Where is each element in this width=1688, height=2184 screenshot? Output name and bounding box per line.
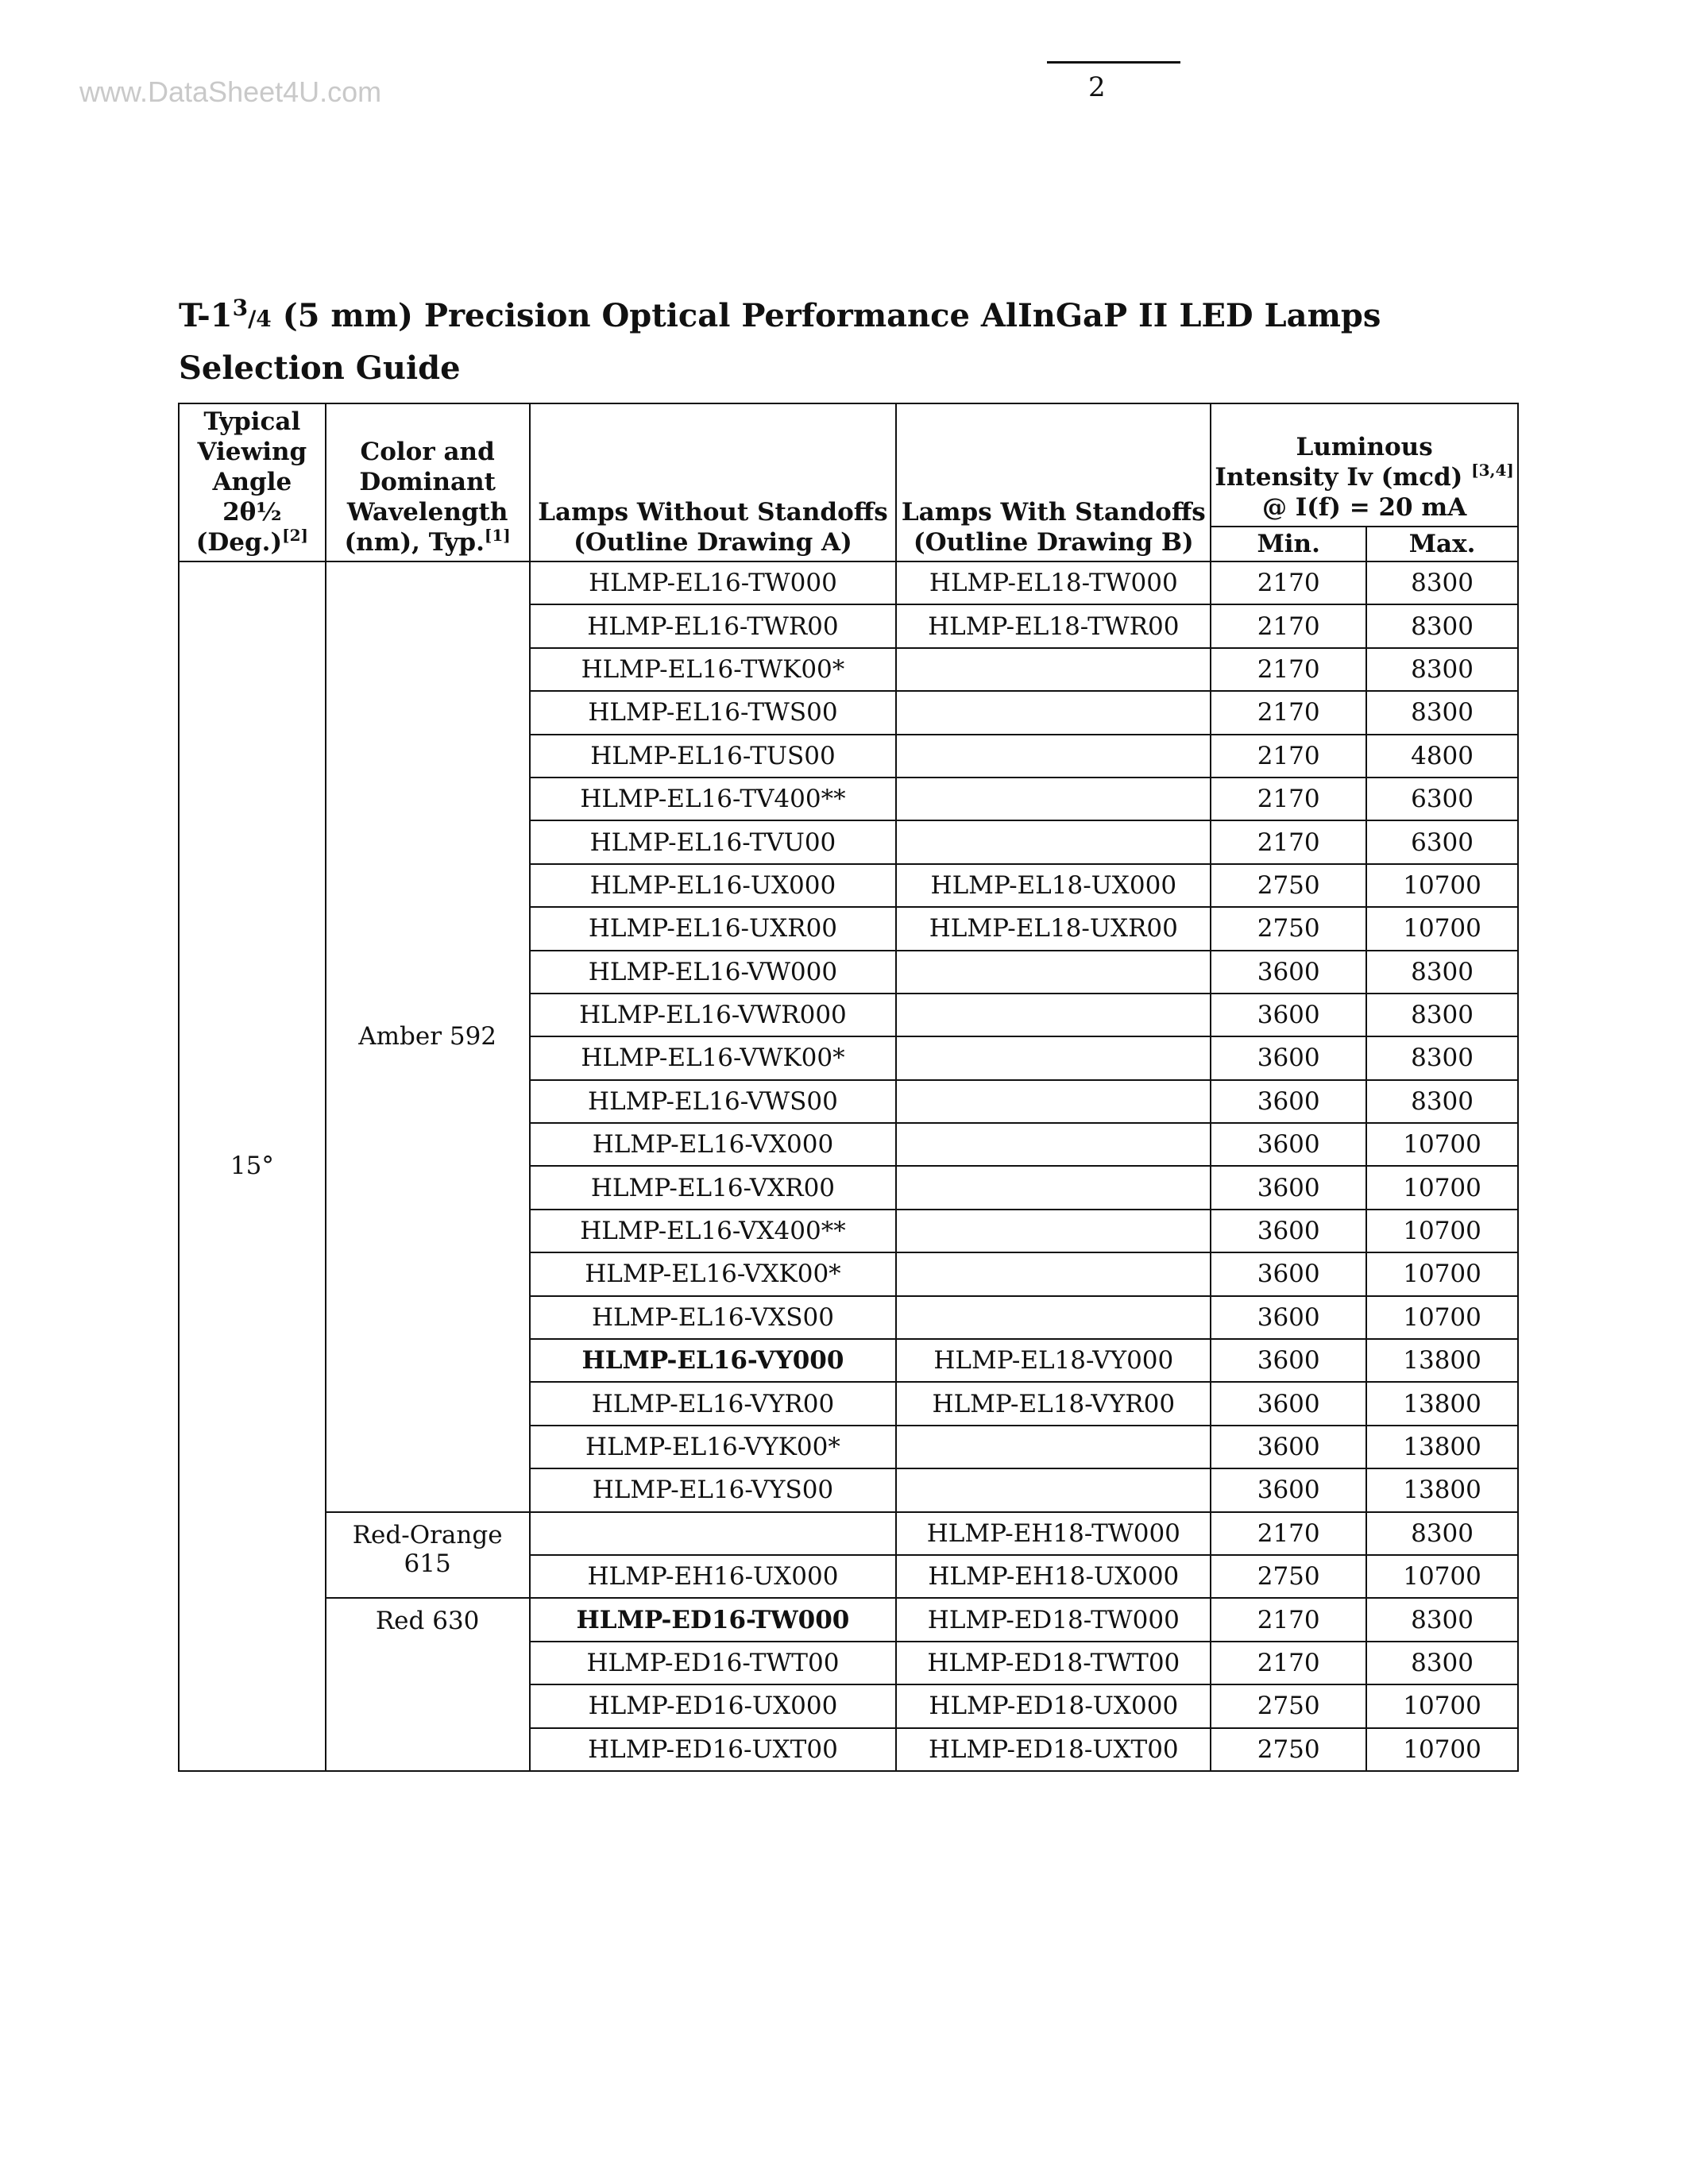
- part-without-standoffs: HLMP-EH16-UX000: [530, 1555, 897, 1598]
- intensity-min: 2170: [1211, 1642, 1366, 1684]
- intensity-min: 3600: [1211, 1166, 1366, 1209]
- intensity-min: 2170: [1211, 1512, 1366, 1555]
- intensity-max: 8300: [1366, 648, 1518, 691]
- header-viewing-angle: Typical Viewing Angle 2θ½ (Deg.)[2]: [179, 403, 326, 561]
- part-without-standoffs: HLMP-ED16-UXT00: [530, 1728, 897, 1771]
- title-rest: (5 mm) Precision Optical Performance AlInGaP II LED Lamps: [271, 297, 1381, 334]
- header-min: Min.: [1211, 527, 1366, 561]
- intensity-min: 2750: [1211, 864, 1366, 907]
- intensity-min: 2170: [1211, 778, 1366, 820]
- part-without-standoffs: HLMP-ED16-TWT00: [530, 1642, 897, 1684]
- intensity-max: 10700: [1366, 864, 1518, 907]
- intensity-max: 8300: [1366, 1036, 1518, 1079]
- table-body: [179, 561, 1518, 1771]
- intensity-max: 6300: [1366, 778, 1518, 820]
- part-with-standoffs: [896, 994, 1211, 1036]
- part-with-standoffs: [896, 778, 1211, 820]
- intensity-max: 8300: [1366, 1512, 1518, 1555]
- header-luminous-intensity: Luminous Intensity Iv (mcd) [3,4] @ I(f) = 20 mA: [1211, 403, 1518, 527]
- intensity-max: 6300: [1366, 820, 1518, 863]
- intensity-min: 2170: [1211, 820, 1366, 863]
- part-with-standoffs: [896, 1036, 1211, 1079]
- part-without-standoffs: HLMP-EL16-VX000: [530, 1123, 897, 1166]
- selection-guide-table: [178, 403, 1519, 1772]
- part-without-standoffs: HLMP-EL16-TUS00: [530, 735, 897, 778]
- color-cell-red-orange: Red-Orange 615: [326, 1512, 530, 1599]
- part-without-standoffs: [530, 1512, 897, 1555]
- header-color-wavelength: Color and Dominant Wavelength (nm), Typ.[1]: [326, 403, 530, 561]
- intensity-max: 13800: [1366, 1382, 1518, 1425]
- intensity-max: 10700: [1366, 1252, 1518, 1295]
- part-without-standoffs: HLMP-EL16-VWK00*: [530, 1036, 897, 1079]
- part-without-standoffs: HLMP-EL16-TVU00: [530, 820, 897, 863]
- intensity-min: 2170: [1211, 691, 1366, 734]
- header-lamps-without-standoffs: Lamps Without Standoffs (Outline Drawing A): [530, 403, 897, 561]
- part-without-standoffs: HLMP-EL16-VX400**: [530, 1210, 897, 1252]
- intensity-max: 13800: [1366, 1339, 1518, 1382]
- intensity-max: 8300: [1366, 994, 1518, 1036]
- intensity-min: 2170: [1211, 735, 1366, 778]
- part-with-standoffs: HLMP-EL18-TWR00: [896, 604, 1211, 647]
- part-with-standoffs: HLMP-ED18-TW000: [896, 1598, 1211, 1641]
- part-with-standoffs: [896, 1252, 1211, 1295]
- intensity-min: 3600: [1211, 1468, 1366, 1511]
- intensity-min: 3600: [1211, 1080, 1366, 1123]
- part-with-standoffs: [896, 1426, 1211, 1468]
- part-without-standoffs: HLMP-EL16-VXK00*: [530, 1252, 897, 1295]
- part-with-standoffs: [896, 1123, 1211, 1166]
- intensity-min: 2750: [1211, 1555, 1366, 1598]
- header-max: Max.: [1366, 527, 1518, 561]
- part-with-standoffs: HLMP-EL18-VY000: [896, 1339, 1211, 1382]
- part-with-standoffs: HLMP-ED18-UXT00: [896, 1728, 1211, 1771]
- page-title: [179, 291, 1381, 393]
- part-without-standoffs: HLMP-EL16-UX000: [530, 864, 897, 907]
- title-line2: Selection Guide: [179, 349, 461, 387]
- part-with-standoffs: [896, 1166, 1211, 1209]
- intensity-min: 3600: [1211, 1382, 1366, 1425]
- part-without-standoffs: HLMP-EL16-VYS00: [530, 1468, 897, 1511]
- intensity-min: 3600: [1211, 1252, 1366, 1295]
- part-without-standoffs: HLMP-EL16-VXS00: [530, 1296, 897, 1339]
- intensity-min: 3600: [1211, 1123, 1366, 1166]
- color-cell-amber: Amber 592: [326, 561, 530, 1512]
- intensity-max: 4800: [1366, 735, 1518, 778]
- table-row: [179, 1512, 1518, 1555]
- intensity-min: 2170: [1211, 648, 1366, 691]
- part-with-standoffs: HLMP-EL18-VYR00: [896, 1382, 1211, 1425]
- intensity-min: 3600: [1211, 1036, 1366, 1079]
- intensity-max: 8300: [1366, 604, 1518, 647]
- title-fraction: /4: [248, 306, 272, 332]
- title-prefix: T-1: [179, 297, 233, 334]
- part-without-standoffs: HLMP-EL16-TWS00: [530, 691, 897, 734]
- part-with-standoffs: [896, 691, 1211, 734]
- part-with-standoffs: HLMP-EH18-TW000: [896, 1512, 1211, 1555]
- header-lamps-with-standoffs: Lamps With Standoffs (Outline Drawing B): [896, 403, 1211, 561]
- intensity-min: 2750: [1211, 907, 1366, 950]
- part-with-standoffs: [896, 1080, 1211, 1123]
- intensity-max: 10700: [1366, 1296, 1518, 1339]
- part-without-standoffs: HLMP-EL16-VYK00*: [530, 1426, 897, 1468]
- intensity-max: 10700: [1366, 1684, 1518, 1727]
- intensity-min: 3600: [1211, 951, 1366, 994]
- part-with-standoffs: HLMP-ED18-UX000: [896, 1684, 1211, 1727]
- part-with-standoffs: HLMP-ED18-TWT00: [896, 1642, 1211, 1684]
- intensity-max: 8300: [1366, 691, 1518, 734]
- intensity-min: 2170: [1211, 561, 1366, 604]
- intensity-min: 2170: [1211, 604, 1366, 647]
- intensity-max: 8300: [1366, 951, 1518, 994]
- part-with-standoffs: HLMP-EH18-UX000: [896, 1555, 1211, 1598]
- table-row: [179, 1598, 1518, 1641]
- intensity-max: 13800: [1366, 1426, 1518, 1468]
- part-without-standoffs: HLMP-EL16-TWR00: [530, 604, 897, 647]
- viewing-angle-cell: 15°: [179, 561, 326, 1771]
- intensity-min: 3600: [1211, 1426, 1366, 1468]
- part-without-standoffs: HLMP-EL16-VW000: [530, 951, 897, 994]
- part-without-standoffs: HLMP-EL16-TW000: [530, 561, 897, 604]
- part-with-standoffs: [896, 951, 1211, 994]
- intensity-min: 3600: [1211, 1339, 1366, 1382]
- intensity-min: 2750: [1211, 1728, 1366, 1771]
- intensity-max: 10700: [1366, 1210, 1518, 1252]
- intensity-max: 8300: [1366, 1598, 1518, 1641]
- intensity-max: 13800: [1366, 1468, 1518, 1511]
- part-with-standoffs: [896, 1296, 1211, 1339]
- watermark-text: www.DataSheet4U.com: [79, 75, 382, 108]
- part-with-standoffs: HLMP-EL18-UX000: [896, 864, 1211, 907]
- page-number-rule: [1047, 61, 1180, 64]
- part-with-standoffs: HLMP-EL18-UXR00: [896, 907, 1211, 950]
- part-with-standoffs: [896, 1468, 1211, 1511]
- intensity-max: 10700: [1366, 1123, 1518, 1166]
- part-with-standoffs: [896, 1210, 1211, 1252]
- part-without-standoffs: HLMP-ED16-TW000: [530, 1598, 897, 1641]
- part-with-standoffs: [896, 735, 1211, 778]
- color-cell-red: Red 630: [326, 1598, 530, 1771]
- intensity-max: 10700: [1366, 1728, 1518, 1771]
- intensity-max: 8300: [1366, 1642, 1518, 1684]
- part-without-standoffs: HLMP-EL16-VWS00: [530, 1080, 897, 1123]
- part-without-standoffs: HLMP-ED16-UX000: [530, 1684, 897, 1727]
- part-without-standoffs: HLMP-EL16-VY000: [530, 1339, 897, 1382]
- intensity-min: 2170: [1211, 1598, 1366, 1641]
- table-row: [179, 561, 1518, 604]
- intensity-min: 3600: [1211, 1210, 1366, 1252]
- intensity-max: 8300: [1366, 561, 1518, 604]
- intensity-min: 3600: [1211, 1296, 1366, 1339]
- intensity-max: 10700: [1366, 1166, 1518, 1209]
- part-without-standoffs: HLMP-EL16-UXR00: [530, 907, 897, 950]
- intensity-min: 3600: [1211, 994, 1366, 1036]
- intensity-max: 10700: [1366, 1555, 1518, 1598]
- part-with-standoffs: HLMP-EL18-TW000: [896, 561, 1211, 604]
- intensity-max: 10700: [1366, 907, 1518, 950]
- part-without-standoffs: HLMP-EL16-TV400**: [530, 778, 897, 820]
- part-with-standoffs: [896, 648, 1211, 691]
- intensity-max: 8300: [1366, 1080, 1518, 1123]
- part-with-standoffs: [896, 820, 1211, 863]
- part-without-standoffs: HLMP-EL16-TWK00*: [530, 648, 897, 691]
- page-number: 2: [1088, 71, 1106, 103]
- part-without-standoffs: HLMP-EL16-VWR000: [530, 994, 897, 1036]
- part-without-standoffs: HLMP-EL16-VYR00: [530, 1382, 897, 1425]
- title-superscript: 3: [232, 295, 249, 321]
- part-without-standoffs: HLMP-EL16-VXR00: [530, 1166, 897, 1209]
- intensity-min: 2750: [1211, 1684, 1366, 1727]
